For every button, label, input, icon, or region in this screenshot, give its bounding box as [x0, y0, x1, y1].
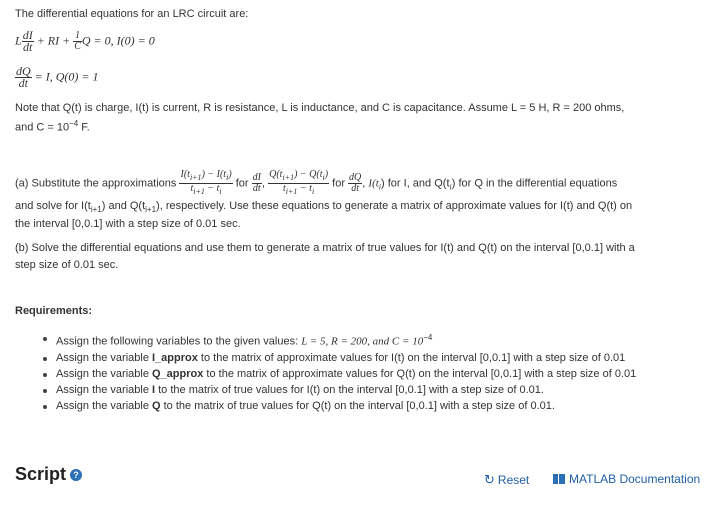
note-line-2: and $C = 10^{-4}$ F. [15, 119, 90, 134]
reset-button[interactable]: ↻ Reset [484, 472, 530, 487]
requirement-item: Assign the variable I_approx to the matrix of approximate values for I(t) on the interval [0,0.1] with a step size of 0.01 [40, 350, 636, 366]
requirement-item: Assign the variable Q_approx to the matrix of approximate values for Q(t) on the interval [0,0.1] with a step size of 0.01 [40, 366, 636, 382]
requirement-item: Assign the variable Q to the matrix of true values for Q(t) on the interval [0,0.1] with a step size of 0.01. [40, 398, 636, 414]
reset-icon: ↻ [484, 472, 495, 487]
equation-1: L $\frac{dI}{dt}$ + RI + $\frac{1}{C}$ Q = 0, I(0) = 0 [15, 28, 155, 54]
part-b-line-1: (b) Solve the differential equations and use them to generate a matrix of true values for I(t) and Q(t) on the interval [0,0.1] with a [15, 242, 635, 254]
book-icon [553, 474, 565, 484]
part-a-line-1: (a) Substitute the approximations $\frac{I(t_{i+1}) - I(t_i)}{t_{i+1} - t_i}$ for $\frac{dI}{dt}$ , $\frac{Q(t_{i+1}) - Q(t_i)}{t_{i+1} - t_i}$ for $\frac{dQ}{dt}$ , $I(t_i)$ for I, and $Q(t_i)$ for Q in the differential equations [15, 169, 618, 196]
help-icon[interactable]: ? [70, 469, 82, 481]
part-a-line-3: the interval [0,0.1] with a step size of 0.01 sec. [15, 218, 241, 230]
requirements-title: Requirements: [15, 305, 93, 317]
part-b-line-2: step size of 0.01 sec. [15, 259, 119, 271]
script-heading: Script ? [15, 464, 82, 485]
note-line-1: Note that Q(t) is charge, I(t) is current, R is resistance, L is inductance, and C is capacitance. Assume L = 5 H, R = 200 ohms, [15, 102, 625, 114]
intro-text: The differential equations for an LRC circuit are: [15, 8, 249, 20]
part-a-line-2: and solve for $I(t_{i+1})$ and $Q(t_{i+1})$, respectively. Use these equations to generate a matrix of approximate values for I(t) and Q(t) on [15, 200, 633, 215]
requirements-list [40, 330, 636, 414]
matlab-documentation-link[interactable]: MATLAB Documentation [553, 472, 700, 486]
requirement-item: Assign the following variables to the given values: L = 5, R = 200, and $C = 10^{-4}$ [40, 330, 636, 350]
equation-2: $\frac{dQ}{dt}$ = I, Q(0) = 1 [16, 64, 99, 90]
requirement-item: Assign the variable I to the matrix of true values for I(t) on the interval [0,0.1] with a step size of 0.01. [40, 382, 636, 398]
